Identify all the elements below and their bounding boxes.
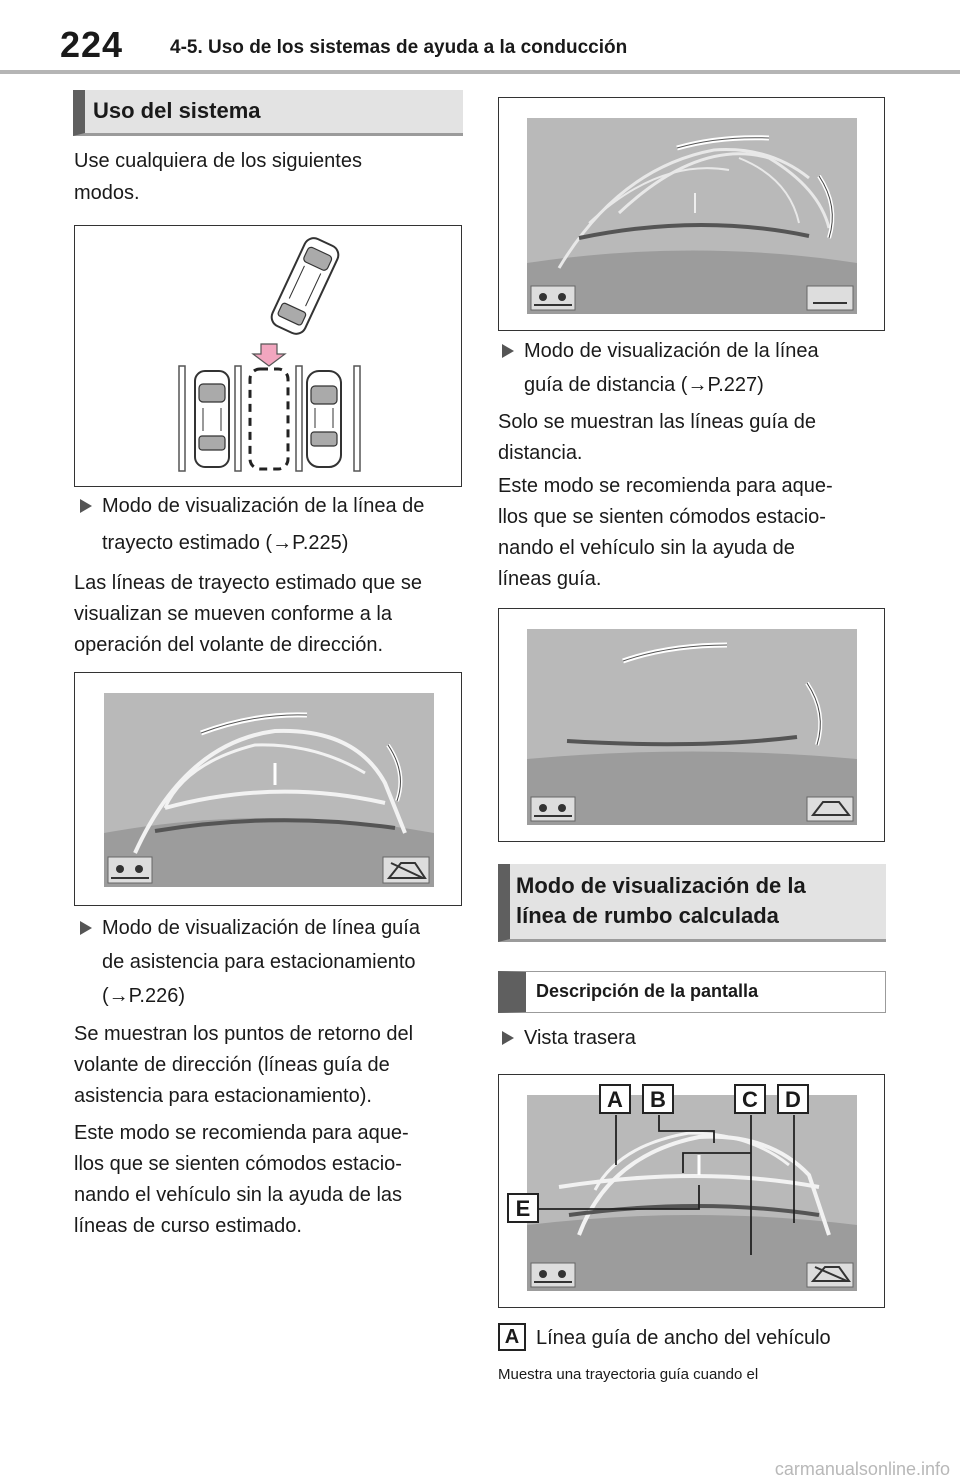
para-5-line-2: llos que se sienten cómodos estacio- — [498, 506, 826, 528]
para-3-line-2: llos que se sienten cómodos estacio- — [74, 1153, 402, 1175]
heading-2-line-1: Modo de visualización de la — [516, 873, 806, 898]
bullet-triangle-icon — [80, 499, 92, 513]
callout-a: A — [599, 1084, 631, 1114]
intro-line-2: modos. — [74, 182, 140, 204]
parking-illustration — [74, 225, 462, 487]
para-2-line-1: Se muestran los puntos de retorno del — [74, 1023, 414, 1045]
distance-guide-screen — [498, 608, 885, 842]
para-4-line-1: Solo se muestran las líneas guía de — [498, 411, 816, 433]
heading-2-line-2: línea de rumbo calculada — [516, 903, 779, 928]
bullet-triangle-icon — [80, 921, 92, 935]
section-title: 4-5. Uso de los sistemas de ayuda a la conducción — [170, 37, 628, 58]
para-3-line-1: Este modo se recomienda para aque- — [74, 1122, 409, 1144]
para-3-line-3: nando el vehículo sin la ayuda de las — [74, 1184, 403, 1206]
heading-linea-de-rumbo — [498, 864, 886, 942]
para-1-line-2: visualizan se mueven conforme a la — [74, 603, 392, 625]
mode-icon — [807, 1263, 853, 1287]
footnote: Muestra una trayectoria guía cuando el — [498, 1366, 759, 1383]
sensor-icon — [531, 797, 575, 821]
callout-b: B — [642, 1084, 674, 1114]
para-5-line-1: Este modo se recomienda para aque- — [498, 475, 833, 497]
bullet-2-line-2: de asistencia para estacionamiento — [102, 951, 416, 973]
estimated-course-screen — [74, 672, 462, 906]
para-5-line-4: líneas guía. — [498, 568, 602, 590]
page-number: 224 — [60, 24, 124, 65]
sensor-icon — [108, 857, 152, 883]
para-2-line-3: asistencia para estacionamiento). — [74, 1085, 372, 1107]
watermark: carmanualsonline.info — [774, 1459, 950, 1479]
para-4-line-2: distancia. — [498, 442, 583, 464]
para-2-line-2: volante de dirección (líneas guía de — [74, 1054, 390, 1076]
parking-assist-screen-svg — [499, 98, 883, 329]
legend-text: Línea guía de ancho del vehículo — [536, 1327, 831, 1349]
para-1-line-1: Las líneas de trayecto estimado que se — [74, 572, 422, 594]
heading-text: Uso del sistema — [93, 98, 261, 123]
estimated-course-screen-svg — [75, 673, 460, 904]
bullet-triangle-icon — [502, 344, 514, 358]
mode-icon — [807, 286, 853, 310]
mode-icon — [383, 857, 429, 883]
heading-uso-del-sistema — [73, 90, 463, 136]
bullet-triangle-icon — [502, 1031, 514, 1045]
sensor-icon — [531, 1263, 575, 1287]
intro-line-1: Use cualquiera de los siguientes — [74, 150, 362, 172]
mode-icon — [807, 797, 853, 821]
rear-view-screen-svg — [499, 1075, 883, 1306]
bullet-2-line-3: (→P.226) — [102, 985, 186, 1007]
bullet-2-line-1: Modo de visualización de línea guía — [102, 917, 420, 939]
rear-view-screen — [498, 1074, 885, 1308]
header-rule — [0, 70, 960, 74]
bullet-3-line-1: Modo de visualización de la línea — [524, 340, 819, 362]
callout-c: C — [734, 1084, 766, 1114]
callout-e: E — [507, 1193, 539, 1223]
legend-letter-a: A — [498, 1323, 526, 1351]
parking-illustration-svg — [75, 226, 460, 485]
distance-guide-screen-svg — [499, 609, 883, 840]
bullet-1-line-2: trayecto estimado (→P.225) — [102, 532, 349, 554]
bullet-1-line-1: Modo de visualización de la línea de — [102, 495, 425, 517]
subheading-descripcion — [498, 971, 886, 1013]
para-5-line-3: nando el vehículo sin la ayuda de — [498, 537, 795, 559]
parking-assist-screen — [498, 97, 885, 331]
callout-d: D — [777, 1084, 809, 1114]
para-1-line-3: operación del volante de dirección. — [74, 634, 384, 656]
para-3-line-4: líneas de curso estimado. — [74, 1215, 302, 1237]
bullet-4: Vista trasera — [524, 1027, 636, 1049]
subheading-text: Descripción de la pantalla — [536, 981, 759, 1001]
bullet-3-line-2: guía de distancia (→P.227) — [524, 374, 764, 396]
sensor-icon — [531, 286, 575, 310]
